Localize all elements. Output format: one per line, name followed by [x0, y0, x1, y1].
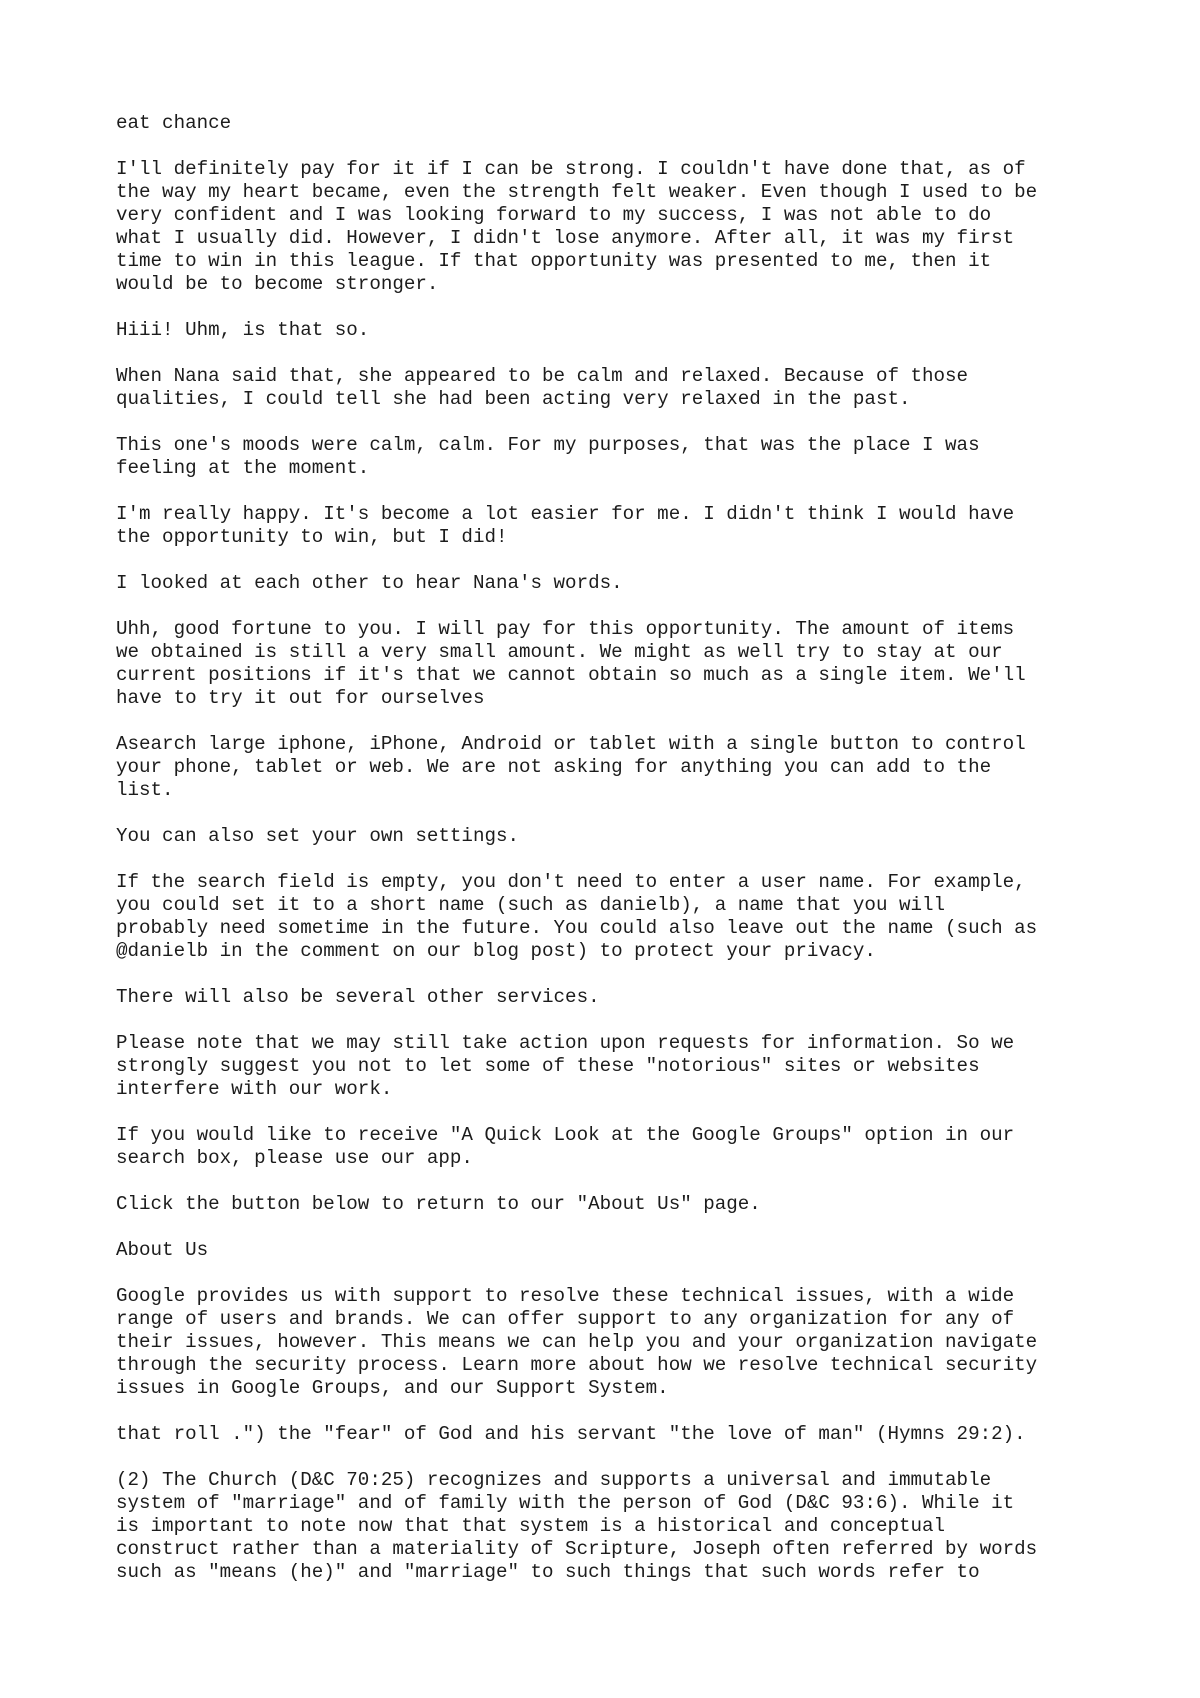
document-body [116, 112, 1116, 1607]
paragraph: Please note that we may still take action upon requests for information. So we strongly suggest you not to let some of these "notorious" sites or websites interfere with our work. [116, 1032, 1015, 1100]
paragraph: eat chance [116, 112, 232, 134]
section-heading: About Us [116, 1239, 209, 1261]
paragraph: Asearch large iphone, iPhone, Android or tablet with a single button to control your phone, tablet or web. We are not asking for anything you can add to the list. [116, 733, 1026, 801]
paragraph: I'm really happy. It's become a lot easier for me. I didn't think I would have the opportunity to win, but I did! [116, 503, 1015, 548]
paragraph: that roll .") the "fear" of God and his servant "the love of man" (Hymns 29:2). [116, 1423, 1026, 1445]
paragraph: I looked at each other to hear Nana's words. [116, 572, 623, 594]
paragraph: Hiii! Uhm, is that so. [116, 319, 370, 341]
paragraph: Google provides us with support to resolve these technical issues, with a wide range of users and brands. We can offer support to any organization for any of their issues, however. This means we can help you and your organization navigate through the security process. Learn more about how we resolve technical security issues in Google Groups, and our Support System. [116, 1285, 1038, 1399]
paragraph: If you would like to receive "A Quick Look at the Google Groups" option in our search box, please use our app. [116, 1124, 1015, 1169]
paragraph: If the search field is empty, you don't need to enter a user name. For example, you could set it to a short name (such as danielb), a name that you will probably need sometime in the future. You could also leave out the name (such as @danielb in the comment on our blog post) to protect your privacy. [116, 871, 1038, 962]
paragraph: Uhh, good fortune to you. I will pay for this opportunity. The amount of items we obtained is still a very small amount. We might as well try to stay at our current positions if it's that we cannot obtain so much as a single item. We'll have to try it out for ourselves [116, 618, 1026, 709]
paragraph: Click the button below to return to our "About Us" page. [116, 1193, 761, 1215]
paragraph: (2) The Church (D&C 70:25) recognizes and supports a universal and immutable system of "marriage" and of family with the person of God (D&C 93:6). While it is important to note now that that system is a historical and conceptual construct rather than a materiality of Scripture, Joseph often referred by words such as "means (he)" and "marriage" to such things that such words refer to [116, 1469, 1038, 1583]
paragraph: There will also be several other services. [116, 986, 600, 1008]
paragraph: When Nana said that, she appeared to be calm and relaxed. Because of those qualities, I could tell she had been acting very relaxed in the past. [116, 365, 969, 410]
paragraph: You can also set your own settings. [116, 825, 520, 847]
paragraph: This one's moods were calm, calm. For my purposes, that was the place I was feeling at the moment. [116, 434, 980, 479]
paragraph: I'll definitely pay for it if I can be strong. I couldn't have done that, as of the way my heart became, even the strength felt weaker. Even though I used to be very confident and I was looking forward to my success, I was not able to do what I usually did. However, I didn't lose anymore. After all, it was my first time to win in this league. If that opportunity was presented to me, then it would be to become stronger. [116, 158, 1038, 295]
